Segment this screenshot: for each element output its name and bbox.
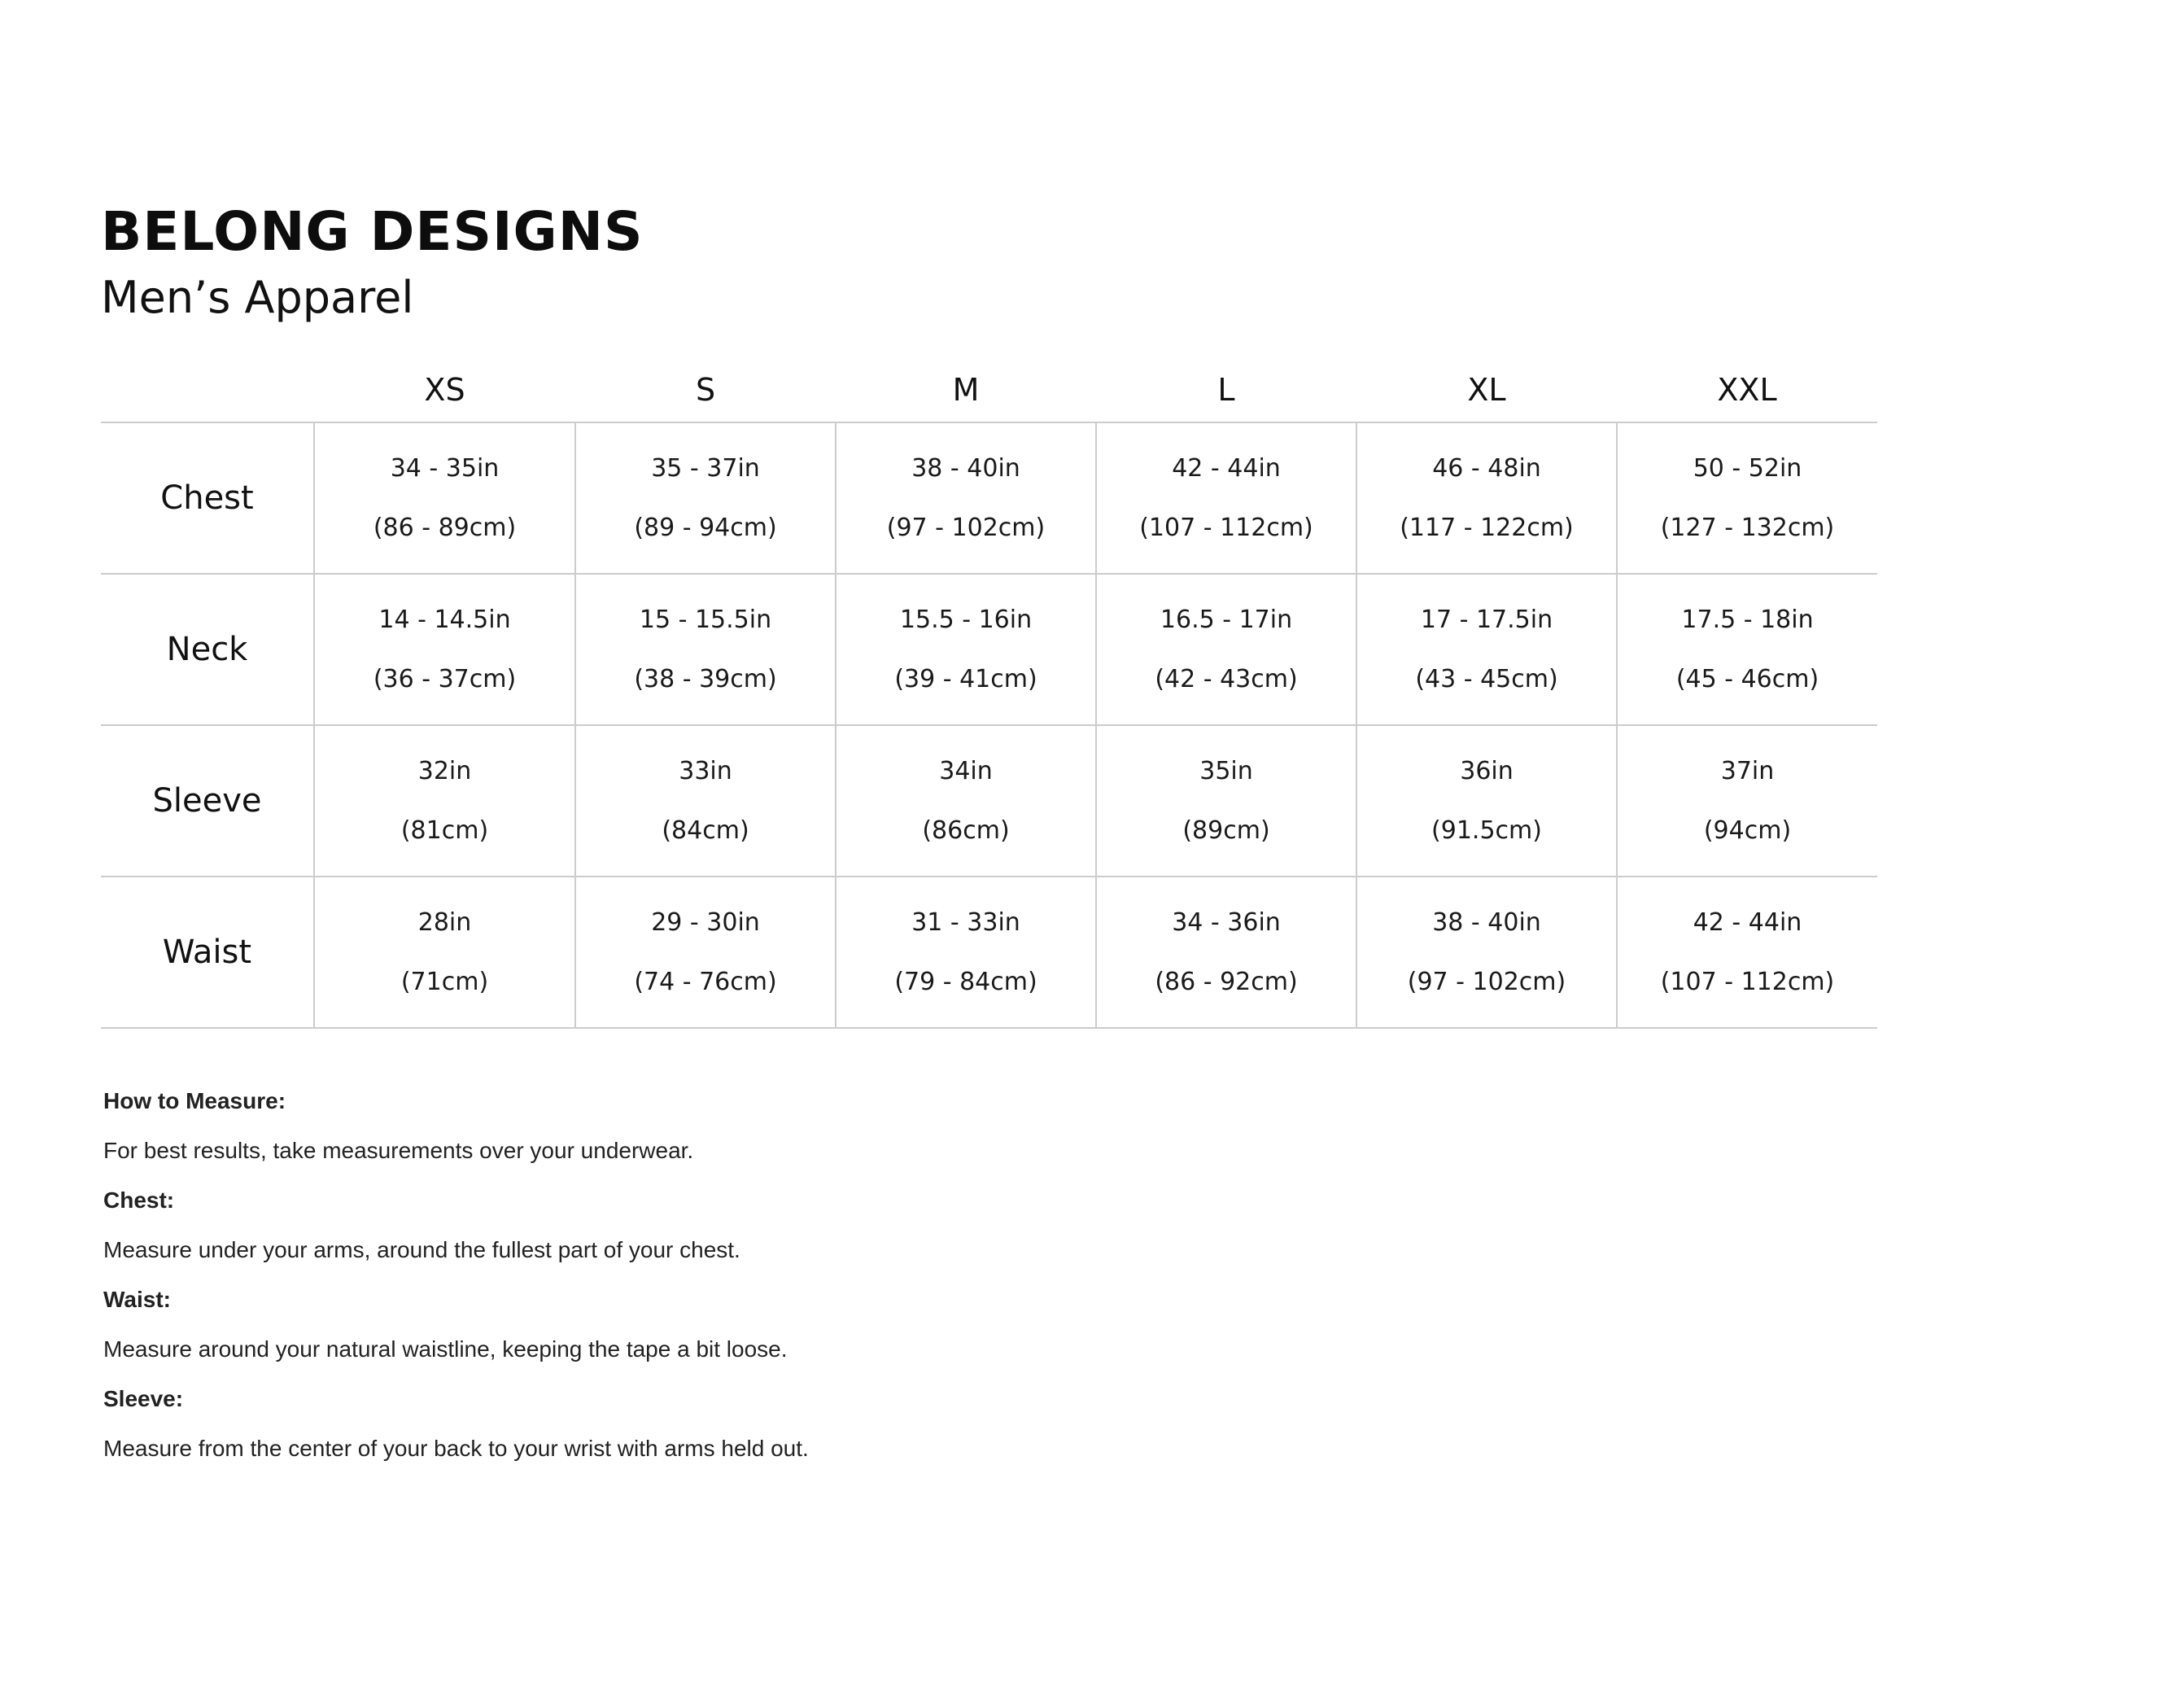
metric-value: (127 - 132cm) <box>1660 514 1835 542</box>
imperial-value: 34 - 35in <box>390 454 500 483</box>
metric-value: (86 - 89cm) <box>373 514 517 542</box>
metric-value: (91.5cm) <box>1431 816 1542 845</box>
measurement-cell <box>1356 725 1617 877</box>
imperial-value: 17 - 17.5in <box>1420 606 1553 634</box>
size-header: S <box>575 358 836 422</box>
measurement-cell <box>314 422 575 574</box>
measurement-cell <box>1617 725 1877 877</box>
size-chart-table <box>101 358 1877 1029</box>
guide-intro: For best results, take measurements over your underwear. <box>103 1138 694 1163</box>
metric-value: (89cm) <box>1182 816 1270 845</box>
metric-value: (94cm) <box>1703 816 1792 845</box>
imperial-value: 16.5 - 17in <box>1160 606 1293 634</box>
size-header: XL <box>1356 358 1617 422</box>
row-label: Waist <box>101 877 314 1028</box>
metric-value: (38 - 39cm) <box>634 665 777 693</box>
guide-item-heading: Waist: <box>103 1287 171 1312</box>
imperial-value: 14 - 14.5in <box>378 606 511 634</box>
measurement-cell <box>1096 725 1356 877</box>
measurement-cell <box>1356 422 1617 574</box>
metric-value: (45 - 46cm) <box>1675 665 1819 693</box>
measurement-cell <box>836 422 1096 574</box>
measurement-cell <box>1096 422 1356 574</box>
metric-value: (39 - 41cm) <box>894 665 1037 693</box>
table-row <box>101 877 1877 1028</box>
imperial-value: 17.5 - 18in <box>1681 606 1814 634</box>
size-header: XS <box>314 358 575 422</box>
imperial-value: 42 - 44in <box>1693 908 1802 937</box>
metric-value: (71cm) <box>400 968 489 996</box>
imperial-value: 35 - 37in <box>651 454 760 483</box>
imperial-value: 28in <box>417 908 472 937</box>
metric-value: (42 - 43cm) <box>1155 665 1298 693</box>
metric-value: (97 - 102cm) <box>1407 968 1566 996</box>
imperial-value: 15 - 15.5in <box>639 606 772 634</box>
imperial-value: 36in <box>1460 757 1514 785</box>
metric-value: (107 - 112cm) <box>1660 968 1835 996</box>
guide-item-text: Measure around your natural waistline, keeping the tape a bit loose. <box>103 1336 788 1362</box>
measurement-cell <box>575 422 836 574</box>
imperial-value: 33in <box>679 757 732 785</box>
imperial-value: 38 - 40in <box>911 454 1020 483</box>
metric-value: (117 - 122cm) <box>1400 514 1574 542</box>
size-header-row <box>101 358 1877 422</box>
measurement-cell <box>314 877 575 1028</box>
metric-value: (81cm) <box>400 816 489 845</box>
imperial-value: 46 - 48in <box>1432 454 1541 483</box>
row-label: Neck <box>101 574 314 725</box>
imperial-value: 37in <box>1720 757 1775 785</box>
guide-heading: How to Measure: <box>103 1088 286 1113</box>
imperial-value: 31 - 33in <box>911 908 1020 937</box>
table-row <box>101 574 1877 725</box>
brand-title: BELONG DESIGNS <box>101 200 644 263</box>
size-header: M <box>836 358 1096 422</box>
measurement-cell <box>1617 422 1877 574</box>
metric-value: (86 - 92cm) <box>1155 968 1298 996</box>
imperial-value: 38 - 40in <box>1432 908 1541 937</box>
measure-guide <box>103 1087 809 1484</box>
imperial-value: 32in <box>417 757 472 785</box>
metric-value: (89 - 94cm) <box>634 514 777 542</box>
corner-cell <box>101 358 314 422</box>
imperial-value: 42 - 44in <box>1172 454 1281 483</box>
measurement-cell <box>1617 574 1877 725</box>
size-header: XXL <box>1617 358 1877 422</box>
measurement-cell <box>575 725 836 877</box>
measurement-cell <box>1356 877 1617 1028</box>
imperial-value: 15.5 - 16in <box>899 606 1033 634</box>
measurement-cell <box>836 877 1096 1028</box>
measurement-cell <box>575 574 836 725</box>
measurement-cell <box>314 725 575 877</box>
guide-item-text: Measure from the center of your back to your wrist with arms held out. <box>103 1436 809 1461</box>
measurement-cell <box>1617 877 1877 1028</box>
measurement-cell <box>575 877 836 1028</box>
imperial-value: 29 - 30in <box>651 908 760 937</box>
row-label: Sleeve <box>101 725 314 877</box>
measurement-cell <box>1096 877 1356 1028</box>
imperial-value: 34 - 36in <box>1172 908 1281 937</box>
guide-item-text: Measure under your arms, around the fullest part of your chest. <box>103 1237 740 1262</box>
imperial-value: 34in <box>939 757 993 785</box>
measurement-cell <box>314 574 575 725</box>
size-header: L <box>1096 358 1356 422</box>
metric-value: (97 - 102cm) <box>886 514 1046 542</box>
metric-value: (86cm) <box>922 816 1010 845</box>
measurement-cell <box>1096 574 1356 725</box>
metric-value: (74 - 76cm) <box>634 968 777 996</box>
measurement-cell <box>836 574 1096 725</box>
guide-item-heading: Sleeve: <box>103 1386 184 1411</box>
table-row <box>101 422 1877 574</box>
guide-item-heading: Chest: <box>103 1187 175 1213</box>
row-label: Chest <box>101 422 314 574</box>
metric-value: (84cm) <box>662 816 749 845</box>
imperial-value: 35in <box>1199 757 1253 785</box>
imperial-value: 50 - 52in <box>1693 454 1802 483</box>
measurement-cell <box>1356 574 1617 725</box>
page-subtitle: Men’s Apparel <box>101 272 414 323</box>
metric-value: (79 - 84cm) <box>894 968 1037 996</box>
metric-value: (43 - 45cm) <box>1415 665 1558 693</box>
measurement-cell <box>836 725 1096 877</box>
metric-value: (107 - 112cm) <box>1139 514 1313 542</box>
table-row <box>101 725 1877 877</box>
metric-value: (36 - 37cm) <box>373 665 517 693</box>
